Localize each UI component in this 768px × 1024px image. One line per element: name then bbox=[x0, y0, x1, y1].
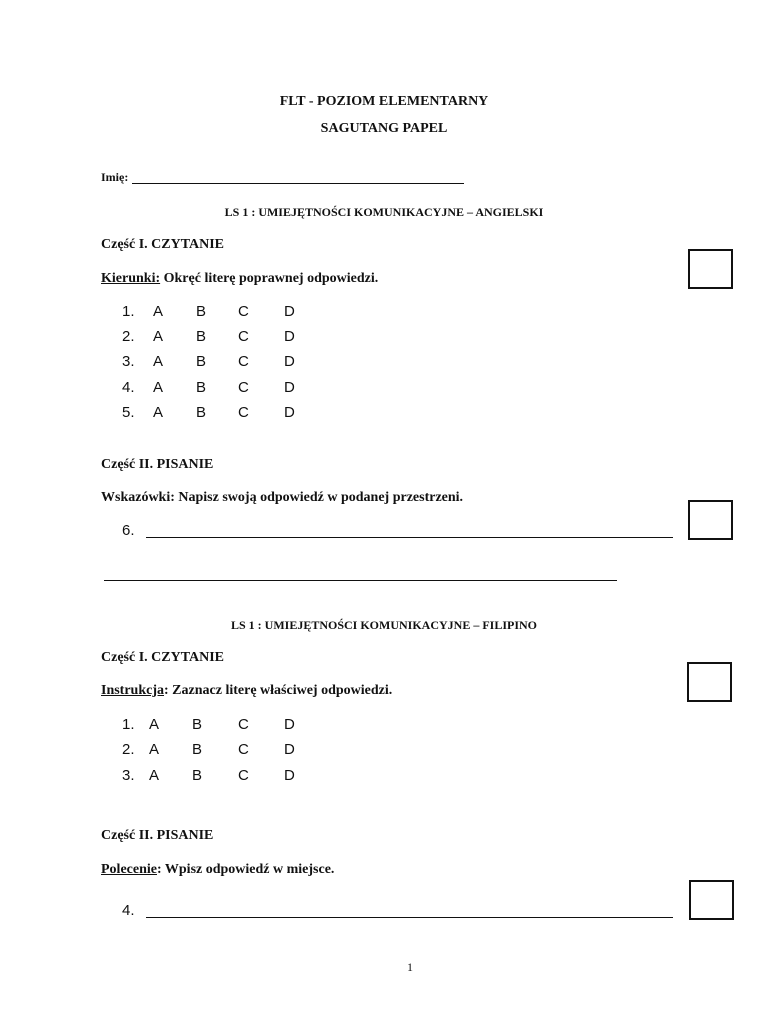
option-b[interactable]: B bbox=[196, 404, 207, 421]
option-c[interactable]: C bbox=[238, 404, 249, 421]
score-box-english-reading[interactable] bbox=[688, 249, 733, 289]
answer-row-number: 1. bbox=[122, 303, 135, 320]
option-d[interactable]: D bbox=[284, 353, 295, 370]
name-line[interactable] bbox=[132, 183, 464, 184]
directions-label: Kierunki: bbox=[101, 271, 161, 286]
option-b[interactable]: B bbox=[192, 741, 203, 758]
answer-line[interactable] bbox=[146, 917, 673, 918]
document-subtitle: SAGUTANG PAPEL bbox=[320, 121, 448, 136]
answer-row-number: 2. bbox=[122, 328, 135, 345]
directions-text: Okręć literę poprawnej odpowiedzi. bbox=[160, 271, 379, 286]
option-a[interactable]: A bbox=[149, 767, 160, 784]
option-c[interactable]: C bbox=[238, 379, 249, 396]
answer-row-number: 3. bbox=[122, 353, 135, 370]
option-c[interactable]: C bbox=[238, 767, 249, 784]
option-a[interactable]: A bbox=[149, 716, 160, 733]
option-a[interactable]: A bbox=[149, 741, 160, 758]
answer-row-number: 2. bbox=[122, 741, 135, 758]
document-title: FLT - POZIOM ELEMENTARNY bbox=[279, 94, 489, 109]
writing-item-number: 6. bbox=[122, 522, 135, 539]
answer-line[interactable] bbox=[104, 580, 617, 581]
option-b[interactable]: B bbox=[196, 353, 207, 370]
option-d[interactable]: D bbox=[284, 767, 295, 784]
option-a[interactable]: A bbox=[153, 353, 164, 370]
writing-item-number: 4. bbox=[122, 902, 135, 919]
option-a[interactable]: A bbox=[153, 303, 164, 320]
option-b[interactable]: B bbox=[192, 716, 203, 733]
directions-label: Instrukcja bbox=[101, 683, 165, 698]
english-part1-heading: Część I. CZYTANIE bbox=[101, 237, 225, 252]
page-number: 1 bbox=[407, 960, 413, 974]
score-box-filipino-writing[interactable] bbox=[689, 880, 734, 920]
option-c[interactable]: C bbox=[238, 353, 249, 370]
option-a[interactable]: A bbox=[153, 328, 164, 345]
option-d[interactable]: D bbox=[284, 328, 295, 345]
option-c[interactable]: C bbox=[238, 716, 249, 733]
option-a[interactable]: A bbox=[153, 404, 164, 421]
answer-row-number: 3. bbox=[122, 767, 135, 784]
english-part2-directions: Wskazówki: Napisz swoją odpowiedź w podanej przestrzeni. bbox=[101, 490, 464, 505]
option-d[interactable]: D bbox=[284, 379, 295, 396]
option-b[interactable]: B bbox=[196, 379, 207, 396]
filipino-part2-directions bbox=[101, 862, 334, 878]
score-box-english-writing[interactable] bbox=[688, 500, 733, 540]
option-c[interactable]: C bbox=[238, 328, 249, 345]
english-part1-directions bbox=[101, 271, 378, 287]
filipino-part1-directions bbox=[101, 683, 392, 699]
directions-text: : Zaznacz literę właściwej odpowiedzi. bbox=[164, 683, 393, 698]
answer-line[interactable] bbox=[146, 537, 673, 538]
ls-filipino-title: LS 1 : UMIEJĘTNOŚCI KOMUNIKACYJNE – FILIPINO bbox=[230, 618, 538, 632]
option-c[interactable]: C bbox=[238, 741, 249, 758]
directions-text: : Wpisz odpowiedź w miejsce. bbox=[156, 862, 335, 877]
score-box-filipino-reading[interactable] bbox=[687, 662, 732, 702]
english-part2-heading: Część II. PISANIE bbox=[101, 457, 214, 472]
option-a[interactable]: A bbox=[153, 379, 164, 396]
option-b[interactable]: B bbox=[192, 767, 203, 784]
name-label: Imię: bbox=[101, 170, 129, 184]
answer-row-number: 5. bbox=[122, 404, 135, 421]
option-b[interactable]: B bbox=[196, 328, 207, 345]
filipino-part1-heading: Część I. CZYTANIE bbox=[101, 650, 225, 665]
answer-row-number: 4. bbox=[122, 379, 135, 396]
filipino-part2-heading: Część II. PISANIE bbox=[101, 828, 214, 843]
option-c[interactable]: C bbox=[238, 303, 249, 320]
option-b[interactable]: B bbox=[196, 303, 207, 320]
option-d[interactable]: D bbox=[284, 404, 295, 421]
directions-label: Polecenie bbox=[101, 862, 157, 877]
option-d[interactable]: D bbox=[284, 716, 295, 733]
option-d[interactable]: D bbox=[284, 741, 295, 758]
answer-row-number: 1. bbox=[122, 716, 135, 733]
option-d[interactable]: D bbox=[284, 303, 295, 320]
ls-english-title: LS 1 : UMIEJĘTNOŚCI KOMUNIKACYJNE – ANGIELSKI bbox=[224, 205, 544, 219]
